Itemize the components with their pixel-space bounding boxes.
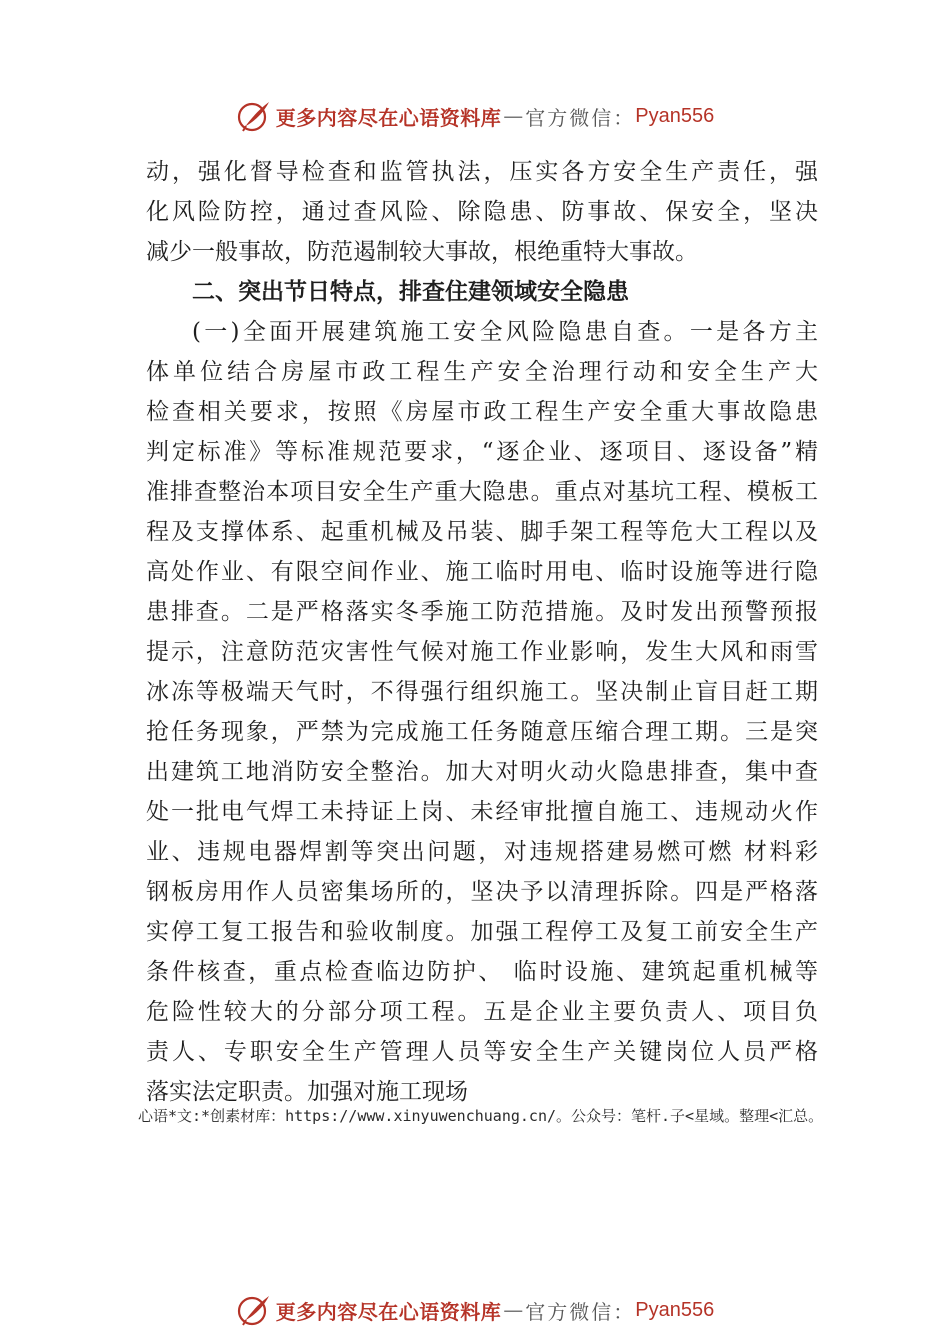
- banner-brand: 更多内容尽在心语资料库: [275, 1299, 502, 1324]
- text-line: 检查相关要求，按照《房屋市政工程生产安全重大事故隐患: [146, 399, 818, 425]
- text-line: 化风险防控，通过查风险、除隐患、防事故、保安全，坚决: [146, 199, 818, 225]
- banner-separator: —: [503, 1298, 524, 1322]
- text-line: 责人、专职安全生产管理人员等安全生产关键岗位人员严格: [146, 1039, 818, 1065]
- text-line: 落实法定职责。加强对施工现场: [146, 1079, 468, 1105]
- text-line: 钢板房用作人员密集场所的，坚决予以清理拆除。四是严格落: [146, 879, 818, 905]
- text-line: 准排查整治本项目安全生产重大隐患。重点对基坑工程、模板工: [146, 479, 818, 505]
- section-heading: 二、突出节日特点，排查住建领域安全隐患: [192, 279, 629, 305]
- feather-pen-logo-icon: [236, 1292, 272, 1328]
- text-line: 高处作业、有限空间作业、施工临时用电、临时设施等进行隐: [146, 559, 818, 585]
- text-line: 出建筑工地消防安全整治。加大对明火动火隐患排查，集中查: [146, 759, 818, 785]
- banner-brand: 更多内容尽在心语资料库: [275, 105, 502, 130]
- text-line: 患排查。二是严格落实冬季施工防范措施。及时发出预警预报: [146, 599, 818, 625]
- text-line: 业、违规电器焊割等突出问题，对违规搭建易燃可燃 材料彩: [146, 839, 818, 865]
- text-line: 程及支撑体系、起重机械及吊装、脚手架工程等危大工程以及: [146, 519, 818, 545]
- source-footnote: 心语*文:*创素材库：https://www.xinyuwenchuang.cn/。公众号：笔杆.子<星域。整理<汇总。: [138, 1107, 824, 1125]
- text-line: (一)全面开展建筑施工安全风险隐患自查。一是各方主: [192, 319, 818, 345]
- header-banner: [0, 94, 950, 138]
- footer-banner: [0, 1288, 950, 1332]
- text-line: 判定标准》等标准规范要求，“逐企业、逐项目、逐设备”精: [146, 439, 818, 465]
- text-line: 抢任务现象，严禁为完成施工任务随意压缩合理工期。三是突: [146, 719, 818, 745]
- text-line: 提示，注意防范灾害性气候对施工作业影响，发生大风和雨雪: [146, 639, 818, 665]
- banner-official-label: 官方微信：: [525, 105, 636, 130]
- text-line: 体单位结合房屋市政工程生产安全治理行动和安全生产大: [146, 359, 818, 385]
- text-line: 危险性较大的分部分项工程。五是企业主要负责人、项目负: [146, 999, 818, 1025]
- text-line: 处一批电气焊工未持证上岗、未经审批擅自施工、违规动火作: [146, 799, 818, 825]
- text-line: 动，强化督导检查和监管执法，压实各方安全生产责任，强: [146, 159, 818, 185]
- text-line: 减少一般事故，防范遏制较大事故，根绝重特大事故。: [146, 239, 698, 265]
- text-line: 冰冻等极端天气时，不得强行组织施工。坚决制止盲目赶工期: [146, 679, 818, 705]
- text-line: 条件核查，重点检查临边防护、 临时设施、建筑起重机械等: [146, 959, 818, 985]
- document-body: [146, 152, 818, 1112]
- banner-wechat-handle: Pyan556: [635, 1298, 715, 1321]
- banner-official-label: 官方微信：: [525, 1299, 636, 1324]
- feather-pen-logo-icon: [236, 98, 272, 134]
- banner-separator: —: [503, 104, 524, 128]
- banner-wechat-handle: Pyan556: [635, 104, 715, 127]
- text-line: 实停工复工报告和验收制度。加强工程停工及复工前安全生产: [146, 919, 818, 945]
